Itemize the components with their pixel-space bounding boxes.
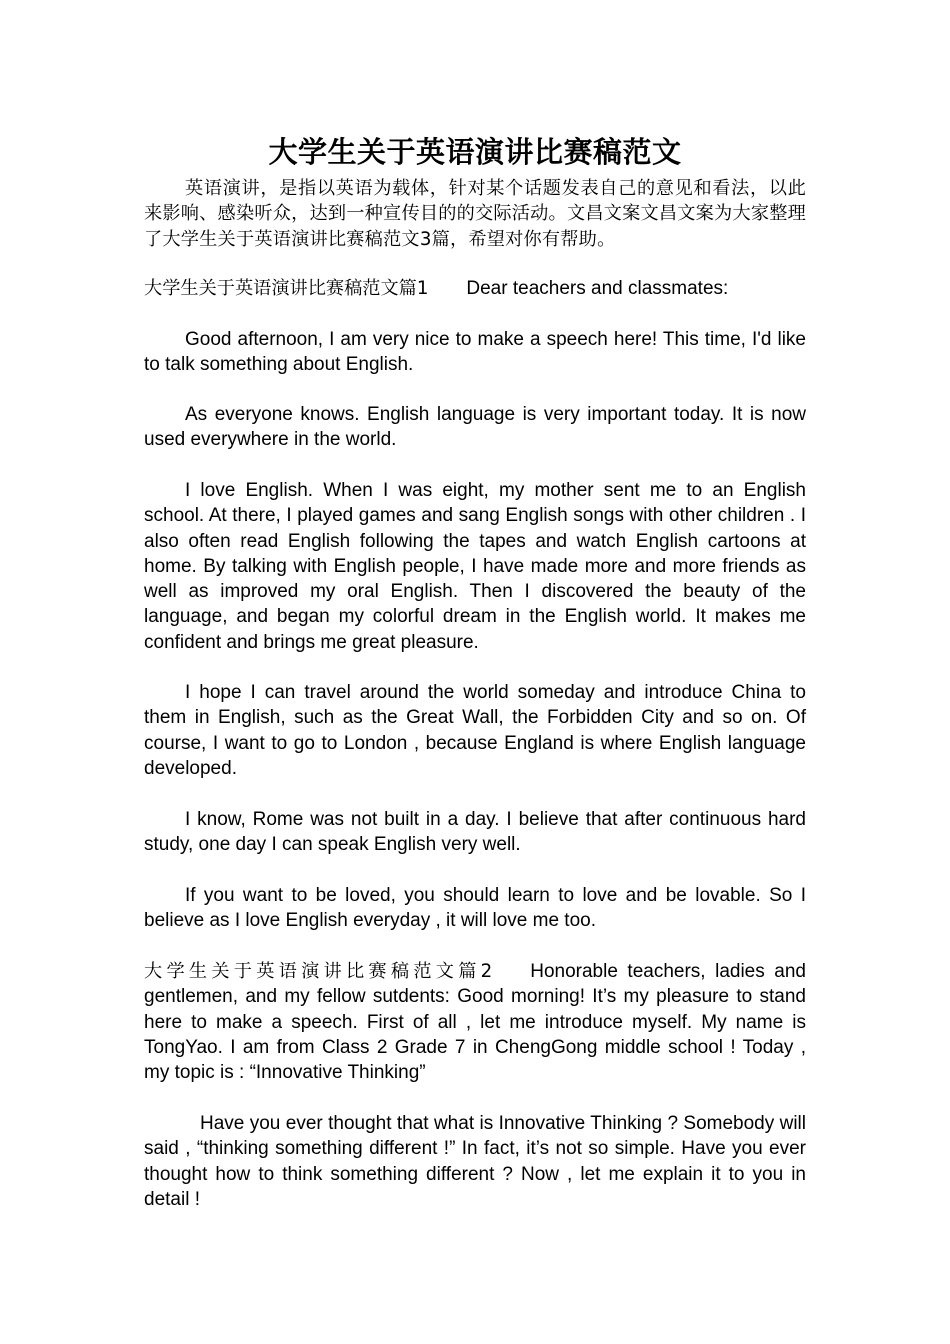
section2-heading-paragraph <box>144 959 806 1085</box>
section1-opening: Dear teachers and classmates: <box>466 278 729 299</box>
section1-heading-line <box>144 276 806 301</box>
section1-paragraph: Good afternoon, I am very nice to make a speech here! This time, I'd like to talk something about English. <box>144 329 806 376</box>
intro-paragraph: 英语演讲，是指以英语为载体，针对某个话题发表自己的意见和看法，以此来影响、感染听众，达到一种宣传目的的交际活动。文昌文案文昌文案为大家整理了大学生关于英语演讲比赛稿范文3篇，希望对你有帮助。 <box>144 178 806 250</box>
section1-paragraph: I love English. When I was eight, my mother sent me to an English school. At there, I played games and sang English songs with other children . I also often read English following the tapes and watch English cartoons at home. By talking with English people, I have made more and more friends as well as improved my oral English. Then I discovered the beauty of the language, and began my colorful dream in the English world. It makes me confident and brings me great pleasure. <box>144 480 806 653</box>
document-title: 大学生关于英语演讲比赛稿范文 <box>268 135 682 169</box>
section2-heading: 大学生关于英语演讲比赛稿范文篇2 <box>144 961 493 982</box>
section2-paragraph: Have you ever thought that what is Innovative Thinking ? Somebody will said , “thinking something different !” In fact, it’s not so simple. Have you ever thought how to think something different ? Now , let me explain it to you in detail ! <box>144 1113 806 1210</box>
section1-paragraph: I know, Rome was not built in a day. I believe that after continuous hard study, one day I can speak English very well. <box>144 809 806 856</box>
section1-paragraph: If you want to be loved, you should learn to love and be lovable. So I believe as I love English everyday , it will love me too. <box>144 885 806 932</box>
section1-paragraph: I hope I can travel around the world someday and introduce China to them in English, such as the Great Wall, the Forbidden City and so on. Of course, I want to go to London , because England is where English language developed. <box>144 682 806 779</box>
section2-opening: Honorable teachers, ladies and gentlemen, and my fellow sutdents: Good morning! It’s my pleasure to stand here to make a speech. First of all , let me introduce myself. My name is TongYao. I am from Class 2 Grade 7 in ChengGong middle school ! Today , my topic is : “Innovative Thinking” <box>144 961 806 1084</box>
section1-heading: 大学生关于英语演讲比赛稿范文篇1 <box>144 278 429 299</box>
section1-paragraph: As everyone knows. English language is very important today. It is now used everywhere in the world. <box>144 404 806 451</box>
